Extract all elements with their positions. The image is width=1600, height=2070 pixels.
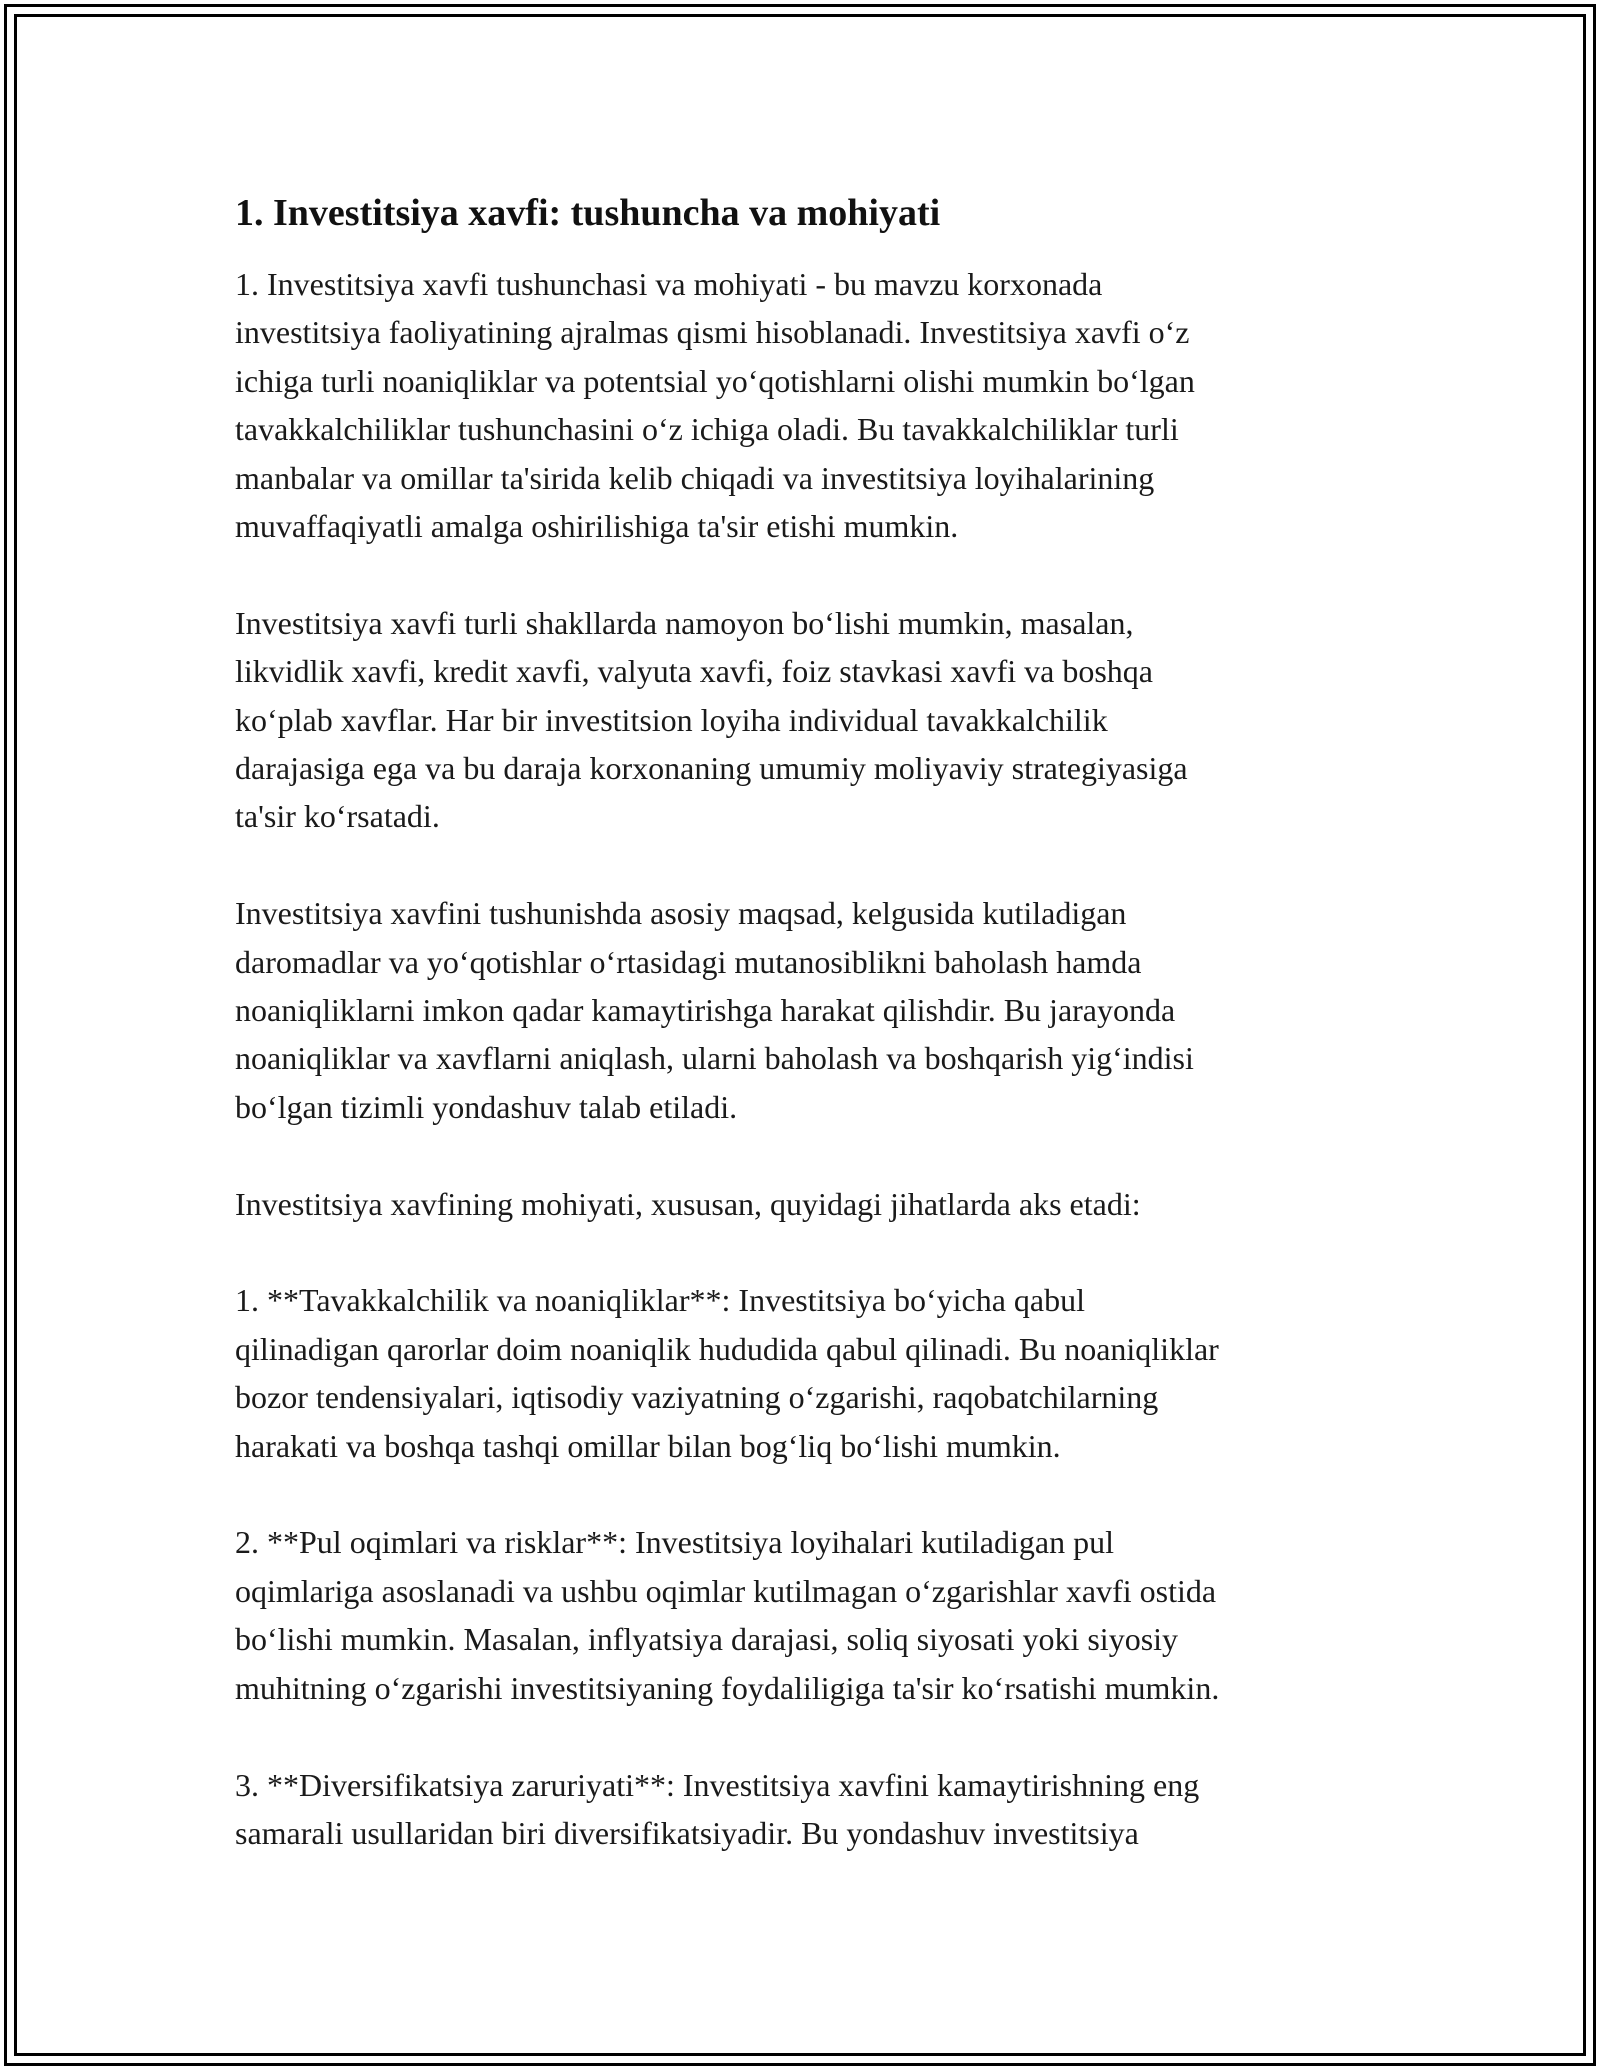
- paragraph-essence-lead: Investitsiya xavfining mohiyati, xususan, quyidagi jihatlarda aks etadi:: [235, 1185, 1141, 1222]
- list-item-3: 3. **Diversifikatsiya zaruriyati**: Investitsiya xavfini kamaytirishning eng samarali usullaridan biri diversifikatsiyadir. Bu yondashuv investitsiya: [235, 1766, 1200, 1851]
- paragraph-forms: Investitsiya xavfi turli shakllarda namoyon boʻlishi mumkin, masalan, likvidlik xavfi, kredit xavfi, valyuta xavfi, foiz stavkasi xavfi va boshqa koʻplab xavflar. Har bir investitsion loyiha individual tavakkalchilik darajasiga ega va bu daraja korxonaning umumiy moliyaviy strategiyasiga ta'sir koʻrsatadi.: [235, 604, 1188, 835]
- document-title: 1. Investitsiya xavfi: tushuncha va mohiyati: [235, 192, 941, 234]
- list-item-2: 2. **Pul oqimlari va risklar**: Investitsiya loyihalari kutiladigan pul oqimlariga asoslanadi va ushbu oqimlar kutilmagan oʻzgarishlar xavfi ostida boʻlishi mumkin. Masalan, inflyatsiya darajasi, soliq siyosati yoki siyosiy muhitning oʻzgarishi investitsiyaning foydaliligiga ta'sir koʻrsatishi mumkin.: [235, 1524, 1220, 1706]
- document-body: [235, 188, 1375, 1906]
- paragraph-intro: 1. Investitsiya xavfi tushunchasi va mohiyati - bu mavzu korxonada investitsiya faoliyatining ajralmas qismi hisoblanadi. Investitsiya xavfi oʻz ichiga turli noaniqliklar va potentsial yoʻqotishlarni olishi mumkin boʻlgan tavakkalchiliklar tushunchasini oʻz ichiga oladi. Bu tavakkalchiliklar turli manbalar va omillar ta'sirida kelib chiqadi va investitsiya loyihalarining muvaffaqiyatli amalga oshirilishiga ta'sir etishi mumkin.: [235, 266, 1195, 545]
- list-item-1: 1. **Tavakkalchilik va noaniqliklar**: Investitsiya boʻyicha qabul qilinadigan qarorlar doim noaniqlik hududida qabul qilinadi. Bu noaniqliklar bozor tendensiyalari, iqtisodiy vaziyatning oʻzgarishi, raqobatchilarning harakati va boshqa tashqi omillar bilan bogʻliq boʻlishi mumkin.: [235, 1282, 1219, 1464]
- paragraph-goal: Investitsiya xavfini tushunishda asosiy maqsad, kelgusida kutiladigan daromadlar va yoʻqotishlar oʻrtasidagi mutanosiblikni baholash hamda noaniqliklarni imkon qadar kamaytirishga harakat qilishdir. Bu jarayonda noaniqliklar va xavflarni aniqlash, ularni baholash va boshqarish yigʻindisi boʻlgan tizimli yondashuv talab etiladi.: [235, 895, 1194, 1125]
